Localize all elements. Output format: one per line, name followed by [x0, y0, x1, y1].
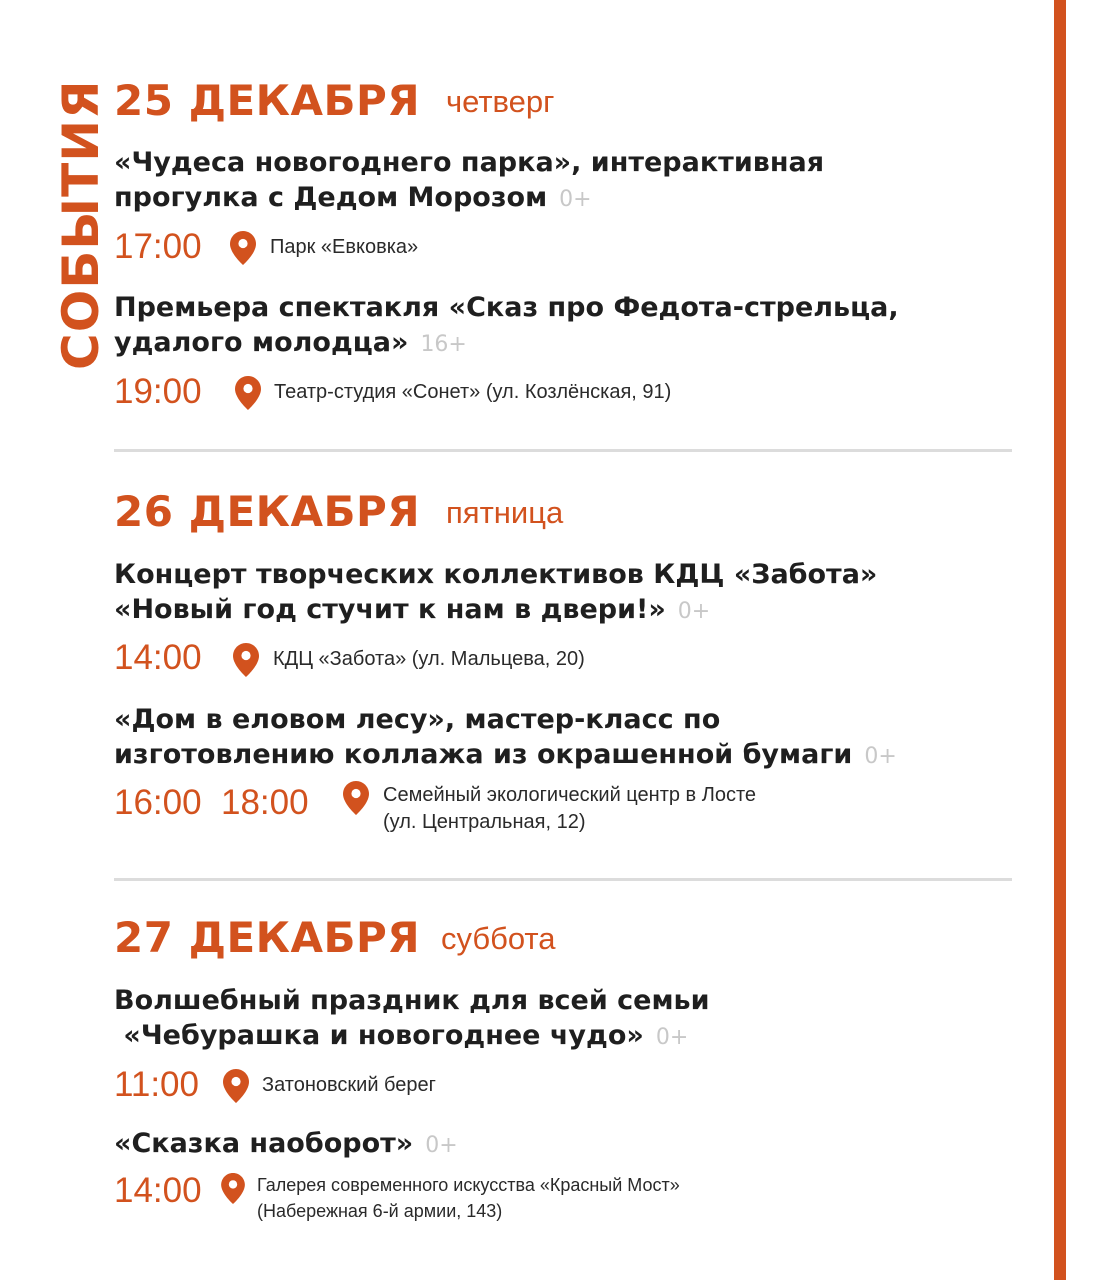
event-time: 18:00	[221, 783, 309, 822]
day-date: 27 ДЕКАБРЯ	[114, 913, 421, 962]
location-pin-icon	[235, 376, 261, 410]
event-place	[270, 234, 418, 261]
place-line: КДЦ «Забота» (ул. Мальцева, 20)	[273, 648, 585, 670]
day-weekday: пятница	[446, 495, 564, 530]
event-title	[114, 702, 897, 774]
place-line: Театр-студия «Сонет» (ул. Козлёнская, 91)	[274, 381, 672, 403]
event-title-line: «Дом в еловом лесу», мастер-класс по	[114, 704, 721, 735]
place-line: (Набережная 6-й армии, 143)	[257, 1201, 503, 1221]
event-time: 11:00	[114, 1065, 199, 1104]
event-place	[383, 782, 756, 836]
accent-bar	[1054, 0, 1066, 1280]
event-title	[114, 557, 877, 629]
day-date: 25 ДЕКАБРЯ	[114, 76, 421, 125]
event-title-line: изготовлению коллажа из окрашенной бумаги	[114, 739, 853, 770]
location-pin-icon	[233, 643, 259, 677]
event-title-line: удалого молодца»	[114, 327, 409, 358]
age-rating: 0+	[655, 1025, 689, 1050]
event-title-line: «Новый год стучит к нам в двери!»	[114, 594, 666, 625]
event-title	[114, 290, 899, 362]
age-rating: 0+	[425, 1133, 458, 1158]
location-pin-icon	[343, 781, 369, 815]
event-place	[262, 1072, 436, 1099]
event-title-line: Премьера спектакля «Сказ про Федота-стрельца,	[114, 292, 899, 323]
event-title-line: Волшебный праздник для всей семьи	[114, 985, 710, 1016]
event-time: 14:00	[114, 1171, 202, 1210]
event-title	[114, 1126, 458, 1163]
location-pin-icon	[223, 1069, 249, 1103]
age-rating: 0+	[864, 744, 897, 769]
place-line: Парк «Евковка»	[270, 236, 419, 258]
age-rating: 0+	[677, 599, 711, 624]
place-line: (ул. Центральная, 12)	[383, 811, 586, 833]
event-title	[114, 145, 824, 217]
place-line: Затоновский берег	[262, 1074, 436, 1096]
event-place	[257, 1172, 680, 1224]
day-date: 26 ДЕКАБРЯ	[114, 487, 421, 536]
page-title: СОБЫТИЯ	[52, 79, 110, 370]
event-time: 17:00	[114, 227, 202, 266]
event-title-line: Концерт творческих коллективов КДЦ «Забота»	[114, 559, 878, 590]
event-time: 19:00	[114, 372, 202, 411]
place-line: Семейный экологический центр в Лосте	[383, 784, 757, 806]
section-divider	[114, 449, 1012, 452]
section-divider	[114, 878, 1012, 881]
day-weekday: суббота	[441, 921, 556, 956]
event-title-line: «Сказка наоборот»	[114, 1128, 414, 1159]
event-time: 16:00	[114, 783, 202, 822]
event-title	[114, 983, 710, 1055]
age-rating: 16+	[420, 332, 467, 357]
event-title-line: «Чудеса новогоднего парка», интерактивная	[114, 147, 825, 178]
day-weekday: четверг	[446, 84, 555, 119]
location-pin-icon	[221, 1173, 245, 1204]
location-pin-icon	[230, 231, 256, 265]
event-title-line: прогулка с Дедом Морозом	[114, 182, 548, 213]
place-line: Галерея современного искусства «Красный Мост»	[257, 1175, 680, 1195]
event-place	[274, 379, 671, 406]
event-title-line: «Чебурашка и новогоднее чудо»	[114, 1020, 644, 1051]
event-time: 14:00	[114, 638, 202, 677]
age-rating: 0+	[559, 187, 592, 212]
event-place	[273, 646, 585, 673]
